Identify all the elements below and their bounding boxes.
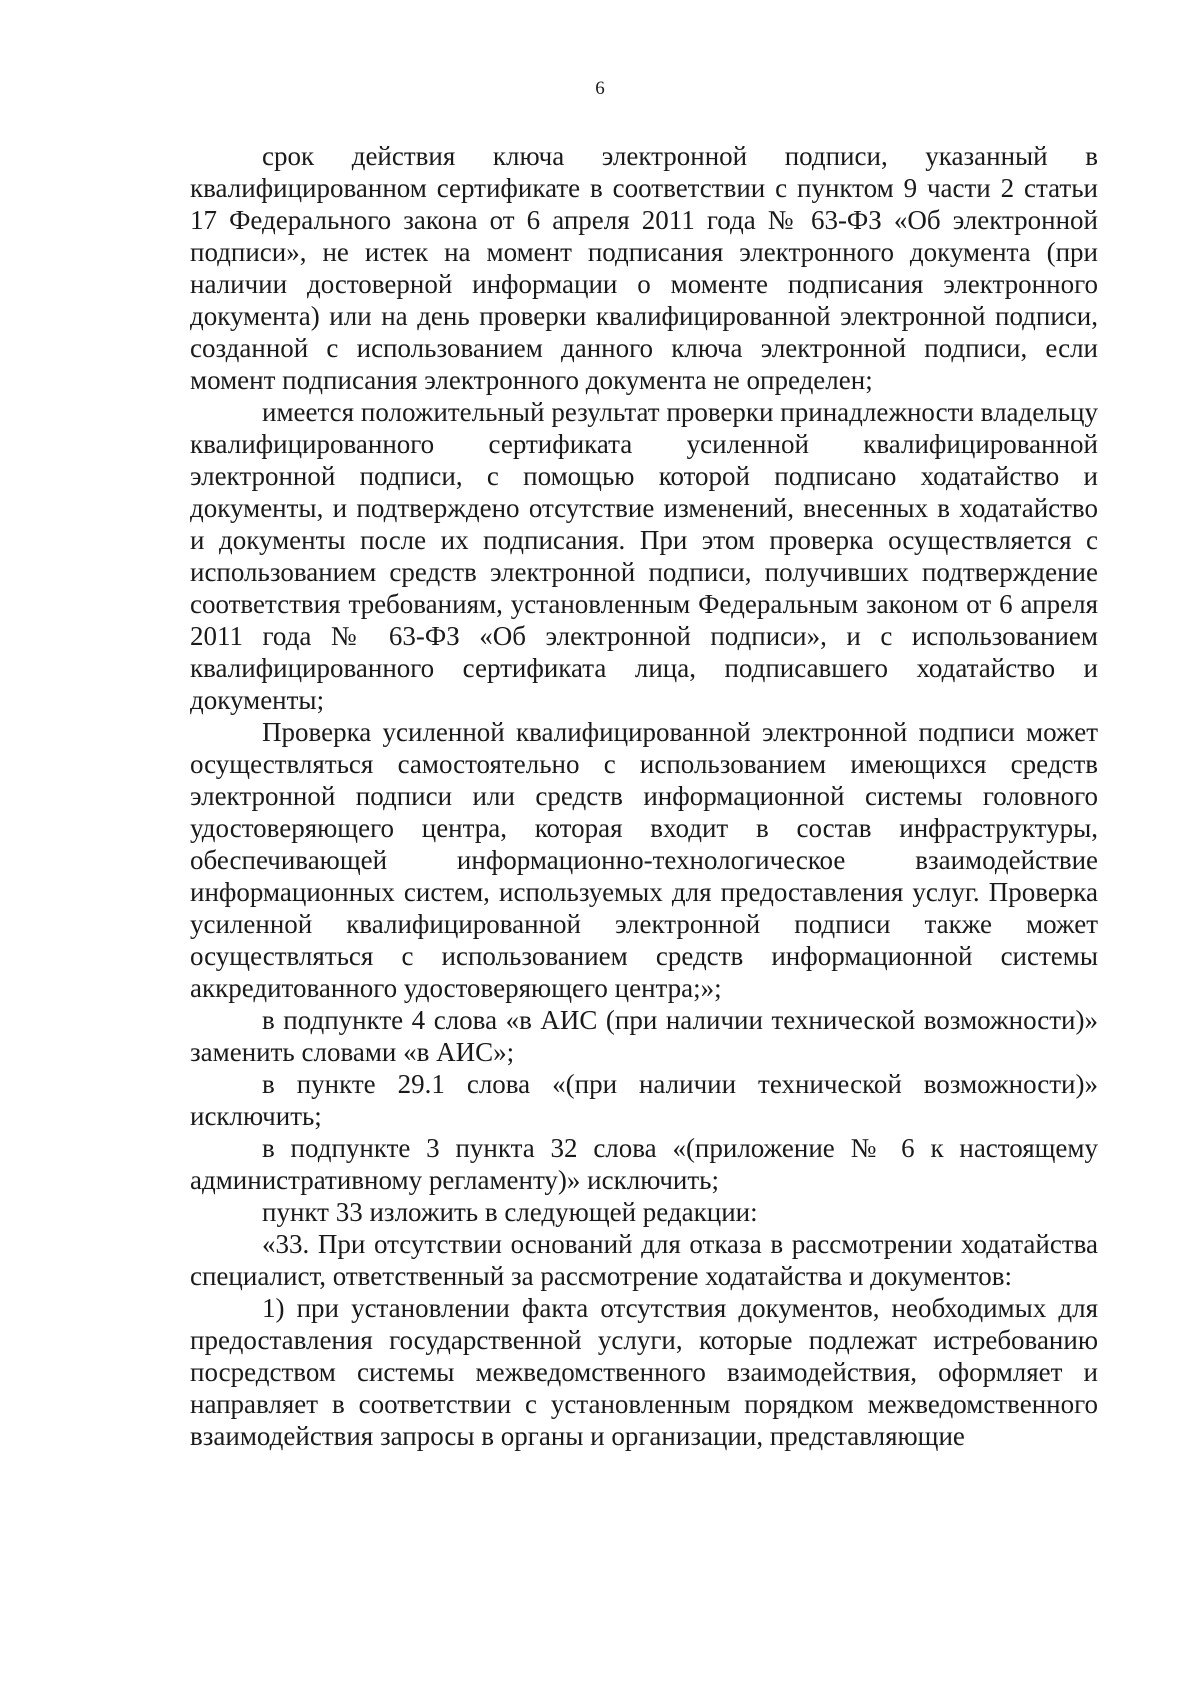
paragraph-subpoint-4-amendment: в подпункте 4 слова «в АИС (при наличии технической возможности)» заменить словами «в АИС»; <box>190 1005 1098 1067</box>
paragraph-point-33-item-1: 1) при установлении факта отсутствия документов, необходимых для предоставления государственной услуги, которые подлежат истребованию посредством системы межведомственного взаимодействия, оформляет и направляет в соответствии с установленным порядком межведомственного взаимодействия запросы в органы и организации, представляющие <box>190 1293 1098 1451</box>
paragraph-signature-check: Проверка усиленной квалифицированной электронной подписи может осуществляться самостоятельно с использованием имеющихся средств электронной подписи или средств информационной системы головного удостоверяющего центра, которая входит в состав инфраструктуры, обеспечивающей информационно-технологическое взаимодействие информационных систем, используемых для предоставления услуг. Проверка усиленной квалифицированной электронной подписи также может осуществляться с использованием средств информационной системы аккредитованного удостоверяющего центра;»; <box>190 717 1098 1003</box>
page-number: 6 <box>595 78 605 99</box>
paragraph-point-29-1-amendment: в пункте 29.1 слова «(при наличии технической возможности)» исключить; <box>190 1069 1098 1131</box>
paragraph-point-33-intro: пункт 33 изложить в следующей редакции: <box>262 1197 758 1227</box>
paragraph-ownership-verification: имеется положительный результат проверки принадлежности владельцу квалифицированного сертификата усиленной квалифицированной электронной подписи, с помощью которой подписано ходатайство и документы, и подтверждено отсутствие изменений, внесенных в ходатайство и документы после их подписания. При этом проверка осуществляется с использованием средств электронной подписи, получивших подтверждение соответствия требованиям, установленным Федеральным законом от 6 апреля 2011 года № 63-ФЗ «Об электронной подписи», и с использованием квалифицированного сертификата лица, подписавшего ходатайство и документы; <box>190 397 1098 715</box>
paragraph-point-33-text: «33. При отсутствии оснований для отказа в рассмотрении ходатайства специалист, ответственный за рассмотрение ходатайства и документов: <box>190 1229 1098 1291</box>
document-body <box>190 140 1098 1452</box>
paragraph-point-32-amendment: в подпункте 3 пункта 32 слова «(приложение № 6 к настоящему административному регламенту)» исключить; <box>190 1133 1098 1195</box>
paragraph-signature-key-validity: срок действия ключа электронной подписи, указанный в квалифицированном сертификате в соответствии с пунктом 9 части 2 статьи 17 Федерального закона от 6 апреля 2011 года № 63-ФЗ «Об электронной подписи», не истек на момент подписания электронного документа (при наличии достоверной информации о моменте подписания электронного документа) или на день проверки квалифицированной электронной подписи, созданной с использованием данного ключа электронной подписи, если момент подписания электронного документа не определен; <box>190 141 1098 395</box>
